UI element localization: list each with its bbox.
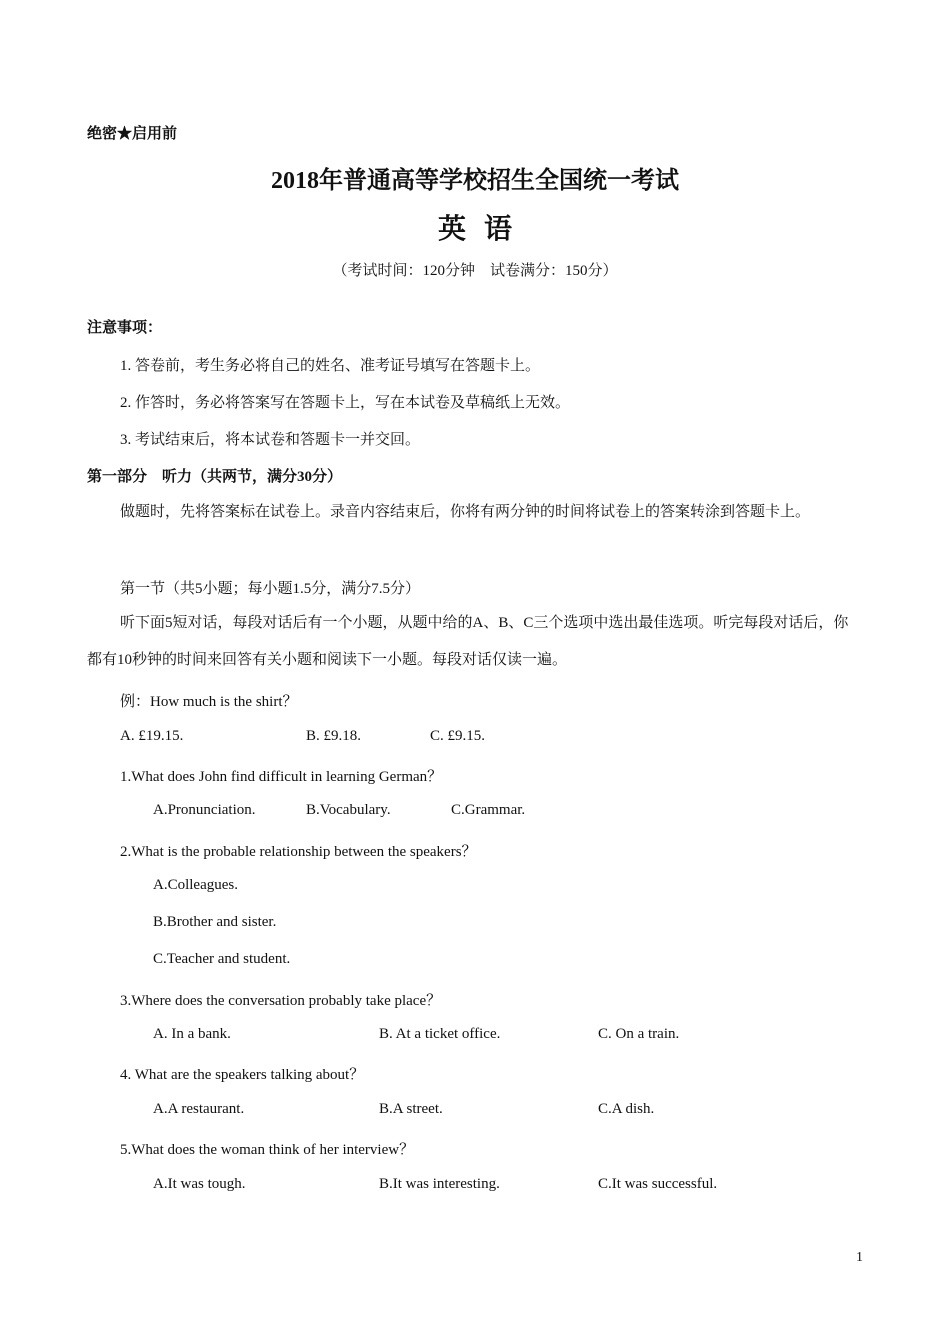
q3-option-b: B. At a ticket office. bbox=[379, 1026, 501, 1042]
notice-item: 2. 作答时，务必将答案写在答题卡上，写在本试卷及草稿纸上无效。 bbox=[120, 395, 571, 411]
q5-option-c: C.It was successful. bbox=[598, 1176, 718, 1192]
notice-item: 1. 答卷前，考生务必将自己的姓名、准考证号填写在答题卡上。 bbox=[120, 358, 541, 374]
q1-option-b: B.Vocabulary. bbox=[306, 802, 391, 818]
q2-option-b: B.Brother and sister. bbox=[153, 914, 277, 930]
section1-instructions: 听下面5短对话，每段对话后有一个小题，从题中给的A、B、C三个选项中选出最佳选项。听完每段对话后，你都有10秒钟的时间来回答有关小题和阅读下一小题。每段对话仅读一遍。 bbox=[87, 615, 849, 668]
q2-option-c: C.Teacher and student. bbox=[153, 951, 291, 967]
question-1: 1.What does John find difficult in learning German？ bbox=[120, 769, 443, 785]
q4-option-a: A.A restaurant. bbox=[153, 1101, 245, 1117]
q4-option-b: B.A street. bbox=[379, 1101, 443, 1117]
q2-option-a: A.Colleagues. bbox=[153, 877, 238, 893]
question-4: 4. What are the speakers talking about？ bbox=[120, 1067, 365, 1083]
notice-item: 3. 考试结束后，将本试卷和答题卡一并交回。 bbox=[120, 432, 421, 448]
example-option-c: C. £9.15. bbox=[430, 728, 486, 744]
q3-option-a: A. In a bank. bbox=[153, 1026, 231, 1042]
q4-option-c: C.A dish. bbox=[598, 1101, 655, 1117]
q1-option-c: C.Grammar. bbox=[451, 802, 526, 818]
q3-option-c: C. On a train. bbox=[598, 1026, 680, 1042]
part1-heading: 第一部分 听力（共两节，满分30分） bbox=[87, 469, 343, 485]
page-number: 1 bbox=[856, 1250, 863, 1265]
exam-title: 2018年普通高等学校招生全国统一考试 bbox=[271, 168, 679, 194]
q5-option-a: A.It was tough. bbox=[153, 1176, 246, 1192]
subject-title: 英语 bbox=[437, 214, 530, 245]
question-3: 3.Where does the conversation probably take place？ bbox=[120, 993, 442, 1009]
notice-heading: 注意事项： bbox=[87, 320, 163, 336]
q1-option-a: A.Pronunciation. bbox=[153, 802, 256, 818]
section1-heading: 第一节（共5小题；每小题1.5分，满分7.5分） bbox=[120, 581, 421, 597]
example-option-a: A. £19.15. bbox=[120, 728, 184, 744]
question-5: 5.What does the woman think of her interview？ bbox=[120, 1142, 415, 1158]
example-question: 例：How much is the shirt？ bbox=[120, 694, 298, 710]
question-2: 2.What is the probable relationship between the speakers？ bbox=[120, 844, 477, 860]
exam-info: （考试时间：120分钟 试卷满分：150分） bbox=[332, 263, 618, 279]
example-option-b: B. £9.18. bbox=[306, 728, 362, 744]
confidential-label: 绝密★启用前 bbox=[87, 126, 178, 142]
part1-intro: 做题时，先将答案标在试卷上。录音内容结束后，你将有两分钟的时间将试卷上的答案转涂到答题卡上。 bbox=[120, 504, 811, 520]
q5-option-b: B.It was interesting. bbox=[379, 1176, 500, 1192]
